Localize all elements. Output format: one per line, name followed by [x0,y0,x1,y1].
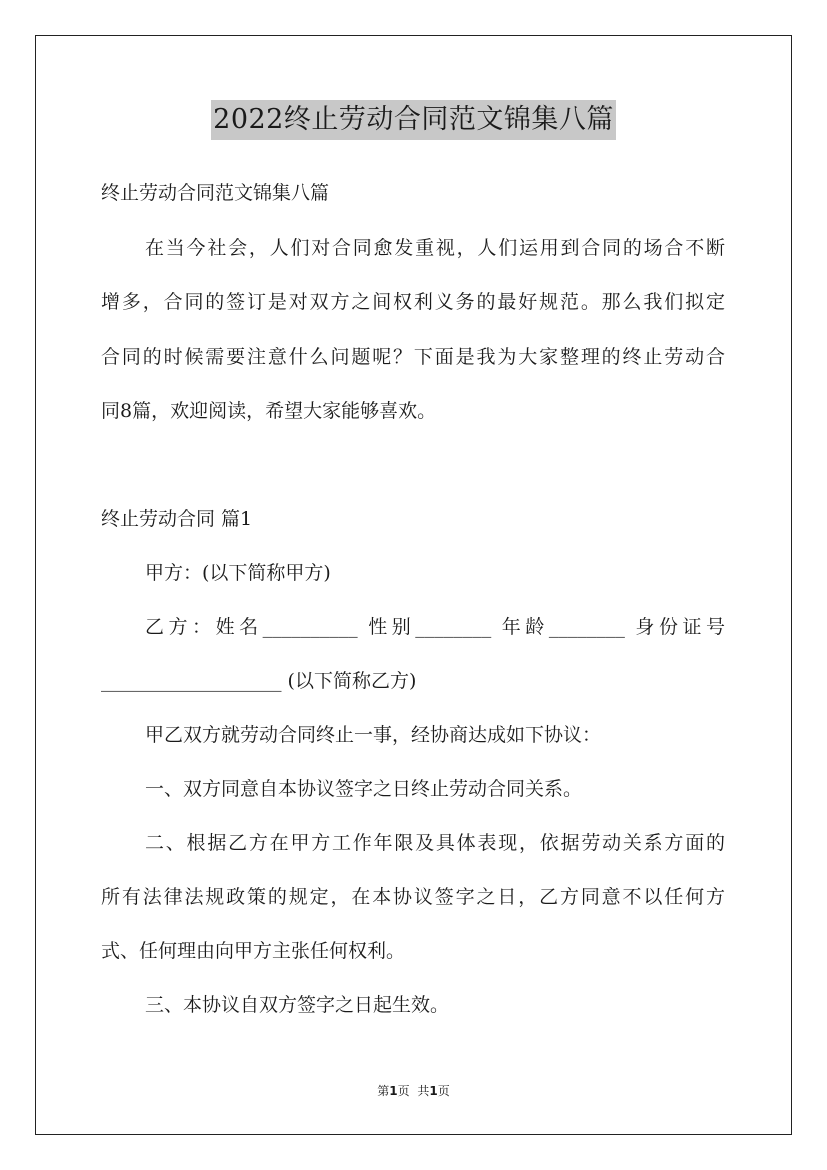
document-subtitle: 终止劳动合同范文锦集八篇 [101,182,330,204]
footer-total-pages: 1 [429,1084,438,1098]
document-title: 2022终止劳动合同范文锦集八篇 [211,100,616,140]
clause-2-line-1: 二、根据乙方在甲方工作年限及具体表现，依据劳动关系方面的 [145,832,725,854]
agreement-intro: 甲乙双方就劳动合同终止一事，经协商达成如下协议： [145,724,602,746]
clause-2-line-3: 式、任何理由向甲方主张任何权利。 [101,940,406,962]
footer-total-suffix: 页 [437,1084,450,1098]
title-container [0,100,827,140]
intro-line-3: 合同的时候需要注意什么问题呢？下面是我为大家整理的终止劳动合 [101,346,725,368]
clause-3: 三、本协议自双方签字之日起生效。 [145,994,450,1016]
party-b-line-2: ___________________ (以下简称乙方) [101,670,417,692]
party-b-line-1: 乙方：姓名__________ 性别________ 年龄________ 身份证号 [145,616,725,638]
footer-page-number: 1 [389,1084,398,1098]
footer-page-prefix: 第 [377,1084,390,1098]
clause-1: 一、双方同意自本协议签字之日终止劳动合同关系。 [145,778,583,800]
intro-line-2: 增多，合同的签订是对双方之间权利义务的最好规范。那么我们拟定 [101,291,725,313]
footer-page-suffix: 页 [397,1084,410,1098]
page-footer [0,1083,827,1099]
clause-2-line-2: 所有法律法规政策的规定，在本协议签字之日，乙方同意不以任何方 [101,886,725,908]
intro-line-4: 同8篇，欢迎阅读，希望大家能够喜欢。 [101,400,437,422]
footer-total-prefix: 共 [417,1084,430,1098]
party-a-line: 甲方：(以下简称甲方) [145,562,331,584]
intro-line-1: 在当今社会，人们对合同愈发重视，人们运用到合同的场合不断 [145,237,725,259]
section-heading: 终止劳动合同 篇1 [101,508,253,530]
